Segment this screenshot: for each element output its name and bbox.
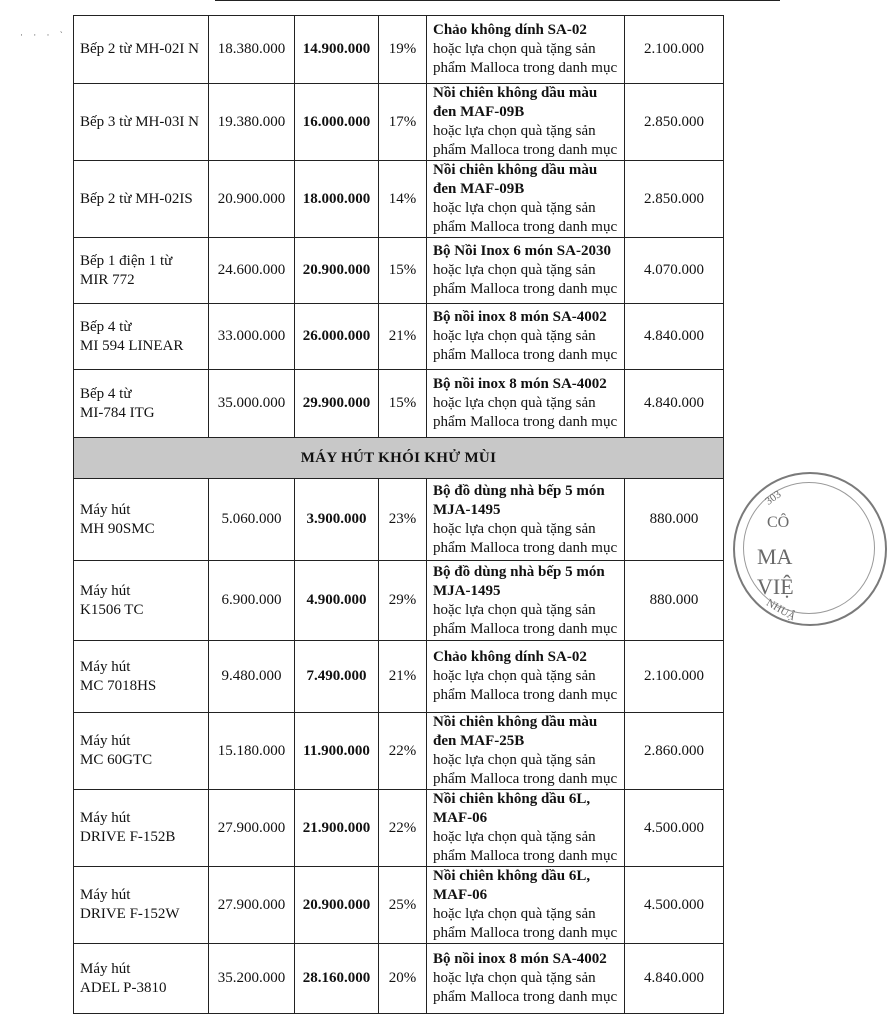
gift-note: hoặc lựa chọn quà tặng sản phẩm Malloca trong danh mục bbox=[433, 752, 618, 787]
gift-note: hoặc lựa chọn quà tặng sản phẩm Malloca trong danh mục bbox=[433, 395, 618, 430]
gift-note: hoặc lựa chọn quà tặng sản phẩm Malloca trong danh mục bbox=[433, 970, 618, 1005]
table-row bbox=[74, 84, 724, 161]
product-name-line: DRIVE F-152W bbox=[80, 906, 180, 922]
gift-value: 4.840.000 bbox=[625, 370, 724, 438]
section-header-row bbox=[74, 438, 724, 479]
discount-percent: 17% bbox=[379, 84, 427, 161]
table-row bbox=[74, 161, 724, 238]
product-name bbox=[74, 84, 209, 161]
table-row bbox=[74, 790, 724, 867]
product-name-line: Bếp 4 từ bbox=[80, 385, 132, 402]
gift-cell bbox=[427, 944, 625, 1014]
table-row bbox=[74, 561, 724, 641]
list-price: 27.900.000 bbox=[209, 790, 295, 867]
table-row bbox=[74, 944, 724, 1014]
gift-title: Bộ nồi inox 8 món SA-4002 bbox=[433, 376, 607, 392]
stamp-text: CÔ bbox=[767, 514, 790, 531]
table-row bbox=[74, 304, 724, 370]
discount-percent: 29% bbox=[379, 561, 427, 641]
list-price: 19.380.000 bbox=[209, 84, 295, 161]
gift-value: 880.000 bbox=[625, 479, 724, 561]
discount-percent: 22% bbox=[379, 713, 427, 790]
sale-price: 16.000.000 bbox=[295, 84, 379, 161]
hood-section bbox=[74, 479, 724, 1014]
discount-percent: 21% bbox=[379, 304, 427, 370]
gift-note: hoặc lựa chọn quà tặng sản phẩm Malloca trong danh mục bbox=[433, 906, 618, 941]
discount-percent: 19% bbox=[379, 16, 427, 84]
gift-note: hoặc lựa chọn quà tặng sản phẩm Malloca trong danh mục bbox=[433, 829, 618, 864]
gift-cell bbox=[427, 713, 625, 790]
gift-cell bbox=[427, 561, 625, 641]
sale-price: 14.900.000 bbox=[295, 16, 379, 84]
sale-price: 20.900.000 bbox=[295, 867, 379, 944]
gift-value: 2.100.000 bbox=[625, 641, 724, 713]
gift-title: Nồi chiên không dầu 6L, MAF-06 bbox=[433, 791, 591, 826]
sale-price: 28.160.000 bbox=[295, 944, 379, 1014]
table-row bbox=[74, 370, 724, 438]
sale-price: 29.900.000 bbox=[295, 370, 379, 438]
product-name-line: Máy hút bbox=[80, 960, 131, 977]
gift-title: Nồi chiên không dầu màu đen MAF-09B bbox=[433, 162, 598, 197]
product-name-line: Bếp 2 từ MH-02IS bbox=[80, 190, 193, 207]
table-row bbox=[74, 641, 724, 713]
gift-note: hoặc lựa chọn quà tặng sản phẩm Malloca trong danh mục bbox=[433, 262, 618, 297]
price-table bbox=[73, 15, 724, 1014]
gift-value: 2.850.000 bbox=[625, 161, 724, 238]
gift-cell bbox=[427, 84, 625, 161]
product-name-line: Bếp 2 từ MH-02I N bbox=[80, 41, 199, 57]
gift-cell bbox=[427, 238, 625, 304]
sale-price: 7.490.000 bbox=[295, 641, 379, 713]
table-row bbox=[74, 479, 724, 561]
product-name bbox=[74, 238, 209, 304]
gift-value: 2.850.000 bbox=[625, 84, 724, 161]
gift-value: 880.000 bbox=[625, 561, 724, 641]
discount-percent: 15% bbox=[379, 370, 427, 438]
list-price: 35.000.000 bbox=[209, 370, 295, 438]
company-stamp bbox=[733, 472, 887, 626]
list-price: 15.180.000 bbox=[209, 713, 295, 790]
stamp-text: NHUẬ bbox=[764, 596, 798, 624]
gift-value: 4.840.000 bbox=[625, 944, 724, 1014]
gift-cell bbox=[427, 641, 625, 713]
stamp-text: 303 bbox=[763, 488, 784, 508]
product-name-line: Máy hút bbox=[80, 582, 131, 599]
product-name-line: ADEL P-3810 bbox=[80, 979, 167, 996]
product-name-line: K1506 TC bbox=[80, 601, 144, 618]
gift-cell bbox=[427, 16, 625, 84]
product-name bbox=[74, 713, 209, 790]
product-name-line: MI-784 ITG bbox=[80, 404, 155, 421]
product-name-line: Máy hút bbox=[80, 501, 131, 518]
table-row bbox=[74, 713, 724, 790]
product-name-line: MC 60GTC bbox=[80, 752, 153, 768]
product-name-line: Bếp 3 từ MH-03I N bbox=[80, 113, 199, 130]
gift-value: 4.840.000 bbox=[625, 304, 724, 370]
discount-percent: 23% bbox=[379, 479, 427, 561]
product-name-line: Máy hút bbox=[80, 887, 131, 903]
gift-title: Bộ Nồi Inox 6 món SA-2030 bbox=[433, 243, 611, 259]
gift-note: hoặc lựa chọn quà tặng sản phẩm Malloca trong danh mục bbox=[433, 200, 618, 235]
hood-section-header bbox=[74, 438, 724, 479]
gift-cell bbox=[427, 867, 625, 944]
product-name-line: Máy hút bbox=[80, 658, 131, 675]
stamp-text: MA bbox=[757, 544, 793, 569]
product-name-line: Máy hút bbox=[80, 733, 131, 749]
product-name bbox=[74, 161, 209, 238]
sale-price: 4.900.000 bbox=[295, 561, 379, 641]
product-name bbox=[74, 479, 209, 561]
sale-price: 3.900.000 bbox=[295, 479, 379, 561]
product-name bbox=[74, 867, 209, 944]
sale-price: 26.000.000 bbox=[295, 304, 379, 370]
product-name bbox=[74, 561, 209, 641]
product-name-line: Máy hút bbox=[80, 810, 131, 826]
list-price: 20.900.000 bbox=[209, 161, 295, 238]
list-price: 33.000.000 bbox=[209, 304, 295, 370]
gift-value: 4.500.000 bbox=[625, 867, 724, 944]
product-name-line: MH 90SMC bbox=[80, 520, 155, 537]
gift-note: hoặc lựa chọn quà tặng sản phẩm Malloca trong danh mục bbox=[433, 41, 618, 76]
product-name-line: DRIVE F-152B bbox=[80, 829, 176, 845]
product-name-line: MC 7018HS bbox=[80, 677, 157, 694]
gift-value: 2.860.000 bbox=[625, 713, 724, 790]
gift-cell bbox=[427, 479, 625, 561]
product-name bbox=[74, 641, 209, 713]
gift-value: 4.500.000 bbox=[625, 790, 724, 867]
cooktop-section bbox=[74, 16, 724, 438]
scan-marks: · · · ` bbox=[20, 30, 67, 40]
gift-title: Nồi chiên không dầu màu đen MAF-09B bbox=[433, 85, 598, 120]
discount-percent: 15% bbox=[379, 238, 427, 304]
product-name bbox=[74, 304, 209, 370]
gift-cell bbox=[427, 304, 625, 370]
gift-note: hoặc lựa chọn quà tặng sản phẩm Malloca trong danh mục bbox=[433, 123, 618, 158]
discount-percent: 20% bbox=[379, 944, 427, 1014]
gift-title: Bộ đồ dùng nhà bếp 5 món MJA-1495 bbox=[433, 563, 605, 599]
gift-note: hoặc lựa chọn quà tặng sản phẩm Malloca trong danh mục bbox=[433, 328, 618, 363]
stamp-text: VIỆ bbox=[757, 574, 794, 599]
gift-value: 2.100.000 bbox=[625, 16, 724, 84]
product-name-line: Bếp 4 từ bbox=[80, 318, 132, 335]
gift-title: Bộ nồi inox 8 món SA-4002 bbox=[433, 309, 607, 325]
gift-title: Chảo không dính SA-02 bbox=[433, 22, 587, 38]
discount-percent: 14% bbox=[379, 161, 427, 238]
list-price: 35.200.000 bbox=[209, 944, 295, 1014]
gift-cell bbox=[427, 370, 625, 438]
product-name bbox=[74, 370, 209, 438]
discount-percent: 21% bbox=[379, 641, 427, 713]
gift-cell bbox=[427, 790, 625, 867]
section-header: MÁY HÚT KHÓI KHỬ MÙI bbox=[74, 438, 724, 479]
product-name-line: Bếp 1 điện 1 từ bbox=[80, 252, 173, 269]
gift-title: Bộ đồ dùng nhà bếp 5 món MJA-1495 bbox=[433, 482, 605, 518]
gift-title: Nồi chiên không dầu màu đen MAF-25B bbox=[433, 714, 598, 749]
product-name bbox=[74, 790, 209, 867]
top-rule bbox=[215, 0, 780, 1]
product-name bbox=[74, 944, 209, 1014]
gift-title: Chảo không dính SA-02 bbox=[433, 649, 587, 665]
list-price: 5.060.000 bbox=[209, 479, 295, 561]
list-price: 18.380.000 bbox=[209, 16, 295, 84]
product-name-line: MIR 772 bbox=[80, 271, 135, 288]
product-name bbox=[74, 16, 209, 84]
discount-percent: 25% bbox=[379, 867, 427, 944]
gift-title: Nồi chiên không dầu 6L, MAF-06 bbox=[433, 868, 591, 903]
sale-price: 18.000.000 bbox=[295, 161, 379, 238]
gift-cell bbox=[427, 161, 625, 238]
gift-value: 4.070.000 bbox=[625, 238, 724, 304]
gift-note: hoặc lựa chọn quà tặng sản phẩm Malloca trong danh mục bbox=[433, 668, 618, 703]
gift-title: Bộ nồi inox 8 món SA-4002 bbox=[433, 951, 607, 967]
gift-note: hoặc lựa chọn quà tặng sản phẩm Malloca trong danh mục bbox=[433, 601, 618, 637]
list-price: 24.600.000 bbox=[209, 238, 295, 304]
table-row bbox=[74, 16, 724, 84]
discount-percent: 22% bbox=[379, 790, 427, 867]
product-name-line: MI 594 LINEAR bbox=[80, 337, 184, 354]
table-row bbox=[74, 867, 724, 944]
sale-price: 21.900.000 bbox=[295, 790, 379, 867]
table-row bbox=[74, 238, 724, 304]
gift-note: hoặc lựa chọn quà tặng sản phẩm Malloca trong danh mục bbox=[433, 520, 618, 556]
sale-price: 20.900.000 bbox=[295, 238, 379, 304]
list-price: 27.900.000 bbox=[209, 867, 295, 944]
list-price: 6.900.000 bbox=[209, 561, 295, 641]
sale-price: 11.900.000 bbox=[295, 713, 379, 790]
list-price: 9.480.000 bbox=[209, 641, 295, 713]
